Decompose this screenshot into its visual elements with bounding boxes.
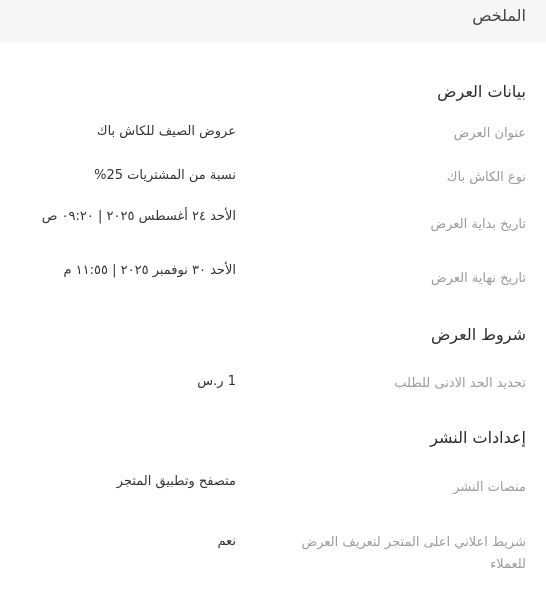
summary-header (0, 0, 546, 43)
label-publish-platforms: منصات النشر (453, 480, 526, 495)
value-publish-platforms: متصفح وتطبيق المتجر (116, 474, 236, 489)
section-title-offer-data: بيانات العرض (437, 82, 526, 101)
label-min-order: تحديد الحد الادنى للطلب (394, 376, 526, 391)
label-offer-title: عنوان العرض (453, 126, 526, 141)
page-title: الملخص (472, 6, 526, 25)
value-announcement-bar: نعم (217, 534, 236, 549)
value-offer-title: عروض الصيف للكاش باك (96, 124, 236, 139)
value-offer-end-date: الأحد ٣٠ نوفمبر ٢٠٢٥ | ١١:٥٥ م (63, 263, 236, 278)
value-offer-start-date: الأحد ٢٤ أغسطس ٢٠٢٥ | ٠٩:٢٠ ص (41, 209, 236, 224)
section-title-publish-settings: إعدادات النشر (430, 428, 526, 447)
label-offer-end-date: تاريخ نهاية العرض (430, 271, 526, 286)
label-cashback-type: نوع الكاش باك (446, 170, 526, 185)
value-cashback-type: نسبة من المشتريات 25% (94, 168, 236, 183)
value-min-order: 1 ر.س (197, 374, 236, 389)
section-title-offer-conditions: شروط العرض (430, 325, 526, 344)
label-announcement-bar: شريط اعلاني اعلى المتجر لتعريف العرض للعملاء (301, 535, 526, 572)
label-offer-start-date: تاريخ بداية العرض (430, 217, 526, 232)
